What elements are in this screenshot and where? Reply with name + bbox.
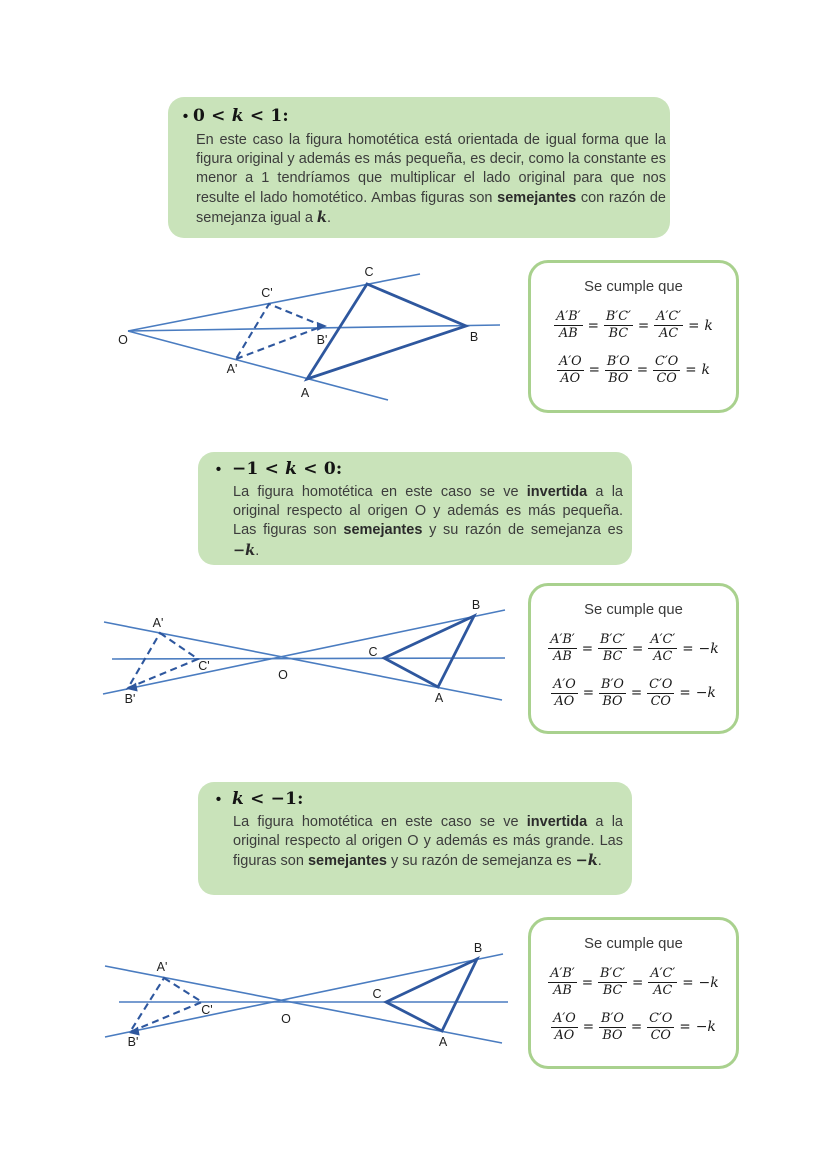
fraction: $\frac{C'O}{CO}$ (655, 353, 679, 386)
equals-sign: = (588, 362, 600, 379)
text-run: semejantes (307, 853, 387, 870)
point-label: C' (201, 1003, 213, 1017)
text-run: −1 < (232, 459, 286, 479)
fraction: $\frac{C'O}{CO}$ (649, 676, 673, 709)
fraction: $\frac{B'O}{BO}$ (601, 676, 624, 709)
fraction: $\frac{A'B'}{AB}$ (550, 966, 575, 999)
text-run: < −1: (243, 789, 304, 809)
rule-box-3 (528, 917, 739, 1069)
equals-sign: = (587, 317, 599, 334)
point-label: C' (261, 286, 273, 300)
equals-sign: = (682, 974, 694, 991)
equals-sign: = (630, 1019, 643, 1036)
text-run: < 1: (243, 106, 289, 126)
point-label: B (473, 941, 483, 955)
point-label: C (372, 987, 382, 1001)
point-label: O (118, 333, 128, 347)
point-label: C' (198, 659, 210, 673)
text-run: semejantes (343, 522, 423, 539)
text-run: . (597, 853, 602, 870)
text-run: . (326, 209, 331, 226)
text-run: a la original respecto al origen O y además es más pequeña. Las figuras son (233, 484, 623, 539)
equals-sign: = (636, 362, 649, 379)
note-heading (232, 789, 304, 809)
point-label: A (438, 1035, 448, 1049)
text-run: k (587, 852, 598, 870)
fraction: $\frac{A'C'}{AC}$ (650, 966, 676, 999)
note-body-text (233, 813, 623, 872)
note-body-text (196, 131, 666, 228)
equals-sign: = (630, 685, 643, 702)
rule-box-title: Se cumple que (584, 279, 683, 295)
point-label: B (469, 330, 479, 344)
text-run: − (233, 541, 246, 559)
point-label: B' (316, 333, 328, 347)
note-body-text (233, 483, 623, 561)
homothety-diagram-direct (90, 258, 510, 418)
equals-sign: = (682, 640, 694, 657)
fraction: $\frac{B'O}{BO}$ (601, 1010, 624, 1043)
equation-sides-ratio (531, 310, 736, 342)
fraction: $\frac{A'C'}{AC}$ (656, 309, 682, 342)
fraction: $\frac{B'O}{BO}$ (606, 353, 630, 386)
equation-sides-ratio (531, 967, 736, 999)
equals-sign: = (581, 640, 594, 657)
bullet-icon: • (215, 461, 222, 478)
equals-sign: = (679, 1019, 691, 1036)
text-run: k (285, 459, 298, 479)
equation-center-ratio (531, 355, 736, 387)
triangle-image-dashed (128, 633, 198, 688)
fraction: $\frac{B'C'}{BC}$ (600, 632, 626, 665)
note-box-k-less-than-minus1 (198, 782, 632, 895)
homothety-ray (104, 622, 502, 700)
point-label: A' (156, 960, 168, 974)
equals-sign: = (632, 974, 644, 991)
triangle-original (307, 284, 466, 379)
equals-sign: = (685, 362, 697, 379)
text-run: La figura homotética en este caso se ve (233, 814, 527, 830)
text-run: k (316, 208, 327, 226)
fraction: $\frac{A'O}{AO}$ (553, 1010, 576, 1043)
note-heading-row (168, 97, 670, 126)
triangle-original (386, 959, 477, 1031)
equation-center-ratio (531, 678, 736, 710)
text-run: − (575, 852, 588, 870)
rule-box-2 (528, 583, 739, 734)
rule-box-1 (528, 260, 739, 413)
bullet-icon: • (215, 791, 222, 808)
equals-sign: = (581, 974, 594, 991)
homothety-ray (112, 658, 505, 659)
note-box-k-between-minus1-and-0 (198, 452, 632, 565)
triangle-image-dashed (236, 304, 323, 359)
text-run: En este caso la figura homotética está orientada de igual forma que la figura original y además es más pequeña, es decir, como la constante es menor a 1 tendríamos que multiplicar el lado original para que nos resulte el lado homotético. Ambas figuras son (196, 132, 666, 206)
homothety-diagram-inverted-small (95, 592, 515, 720)
text-run: La figura homotética en este caso se ve (233, 484, 527, 500)
text-run: y su razón de semejanza es (386, 853, 576, 870)
equals-sign: = (688, 317, 700, 334)
text-run: invertida (526, 484, 588, 500)
homothety-diagram-inverted-large (95, 928, 515, 1063)
text-run: k (231, 106, 244, 126)
text-run: a la original respecto al origen O y además es más grande. Las figuras son (233, 814, 623, 870)
note-box-k-between-0-and-1 (168, 97, 670, 238)
fraction: $\frac{A'B'}{AB}$ (550, 632, 575, 665)
point-label: B (471, 598, 481, 612)
point-label: A (434, 691, 444, 705)
fraction: $\frac{B'C'}{BC}$ (600, 966, 626, 999)
text-run: < 0: (297, 459, 343, 479)
ratio-constant: −k (698, 974, 719, 991)
bullet-icon: • (182, 108, 189, 125)
point-label: B' (124, 692, 136, 706)
homothety-ray (128, 274, 420, 331)
ratio-constant: −k (695, 1019, 716, 1036)
rule-box-title: Se cumple que (584, 936, 683, 952)
point-label: C (364, 265, 374, 279)
fraction: $\frac{A'B'}{AB}$ (556, 309, 581, 342)
text-run: con razón de semejanza igual a (196, 189, 666, 226)
ratio-constant: −k (698, 640, 719, 657)
fraction: $\frac{A'O}{AO}$ (553, 676, 576, 709)
equals-sign: = (637, 317, 650, 334)
point-label: O (281, 1012, 291, 1026)
ratio-constant: k (704, 317, 713, 334)
fraction: $\frac{A'C'}{AC}$ (650, 632, 676, 665)
equals-sign: = (632, 640, 644, 657)
point-label: A' (152, 616, 164, 630)
text-run: 0 < (193, 106, 232, 126)
note-heading-row (198, 452, 632, 479)
note-heading (193, 106, 289, 126)
point-label: C (368, 645, 378, 659)
note-heading-row (198, 782, 632, 809)
equation-center-ratio (531, 1012, 736, 1044)
equation-sides-ratio (531, 633, 736, 665)
text-run: semejantes (497, 189, 577, 206)
rule-box-title: Se cumple que (584, 602, 683, 618)
text-run: invertida (526, 814, 588, 830)
text-run: y su razón de semejanza es (422, 522, 623, 539)
point-label: A' (226, 362, 238, 376)
point-label: B' (127, 1035, 139, 1049)
text-run: k (232, 789, 244, 809)
ratio-constant: −k (695, 685, 716, 702)
text-run: k (245, 541, 256, 559)
text-run: . (255, 542, 260, 559)
fraction: $\frac{A'O}{AO}$ (558, 353, 582, 386)
point-label: O (278, 668, 288, 682)
fraction: $\frac{B'C'}{BC}$ (605, 309, 631, 342)
note-heading (232, 459, 342, 479)
equals-sign: = (679, 685, 691, 702)
fraction: $\frac{C'O}{CO}$ (649, 1010, 673, 1043)
arrowhead-icon (317, 322, 327, 331)
equals-sign: = (582, 685, 595, 702)
ratio-constant: k (701, 362, 711, 379)
equals-sign: = (582, 1019, 595, 1036)
point-label: A (300, 386, 310, 400)
